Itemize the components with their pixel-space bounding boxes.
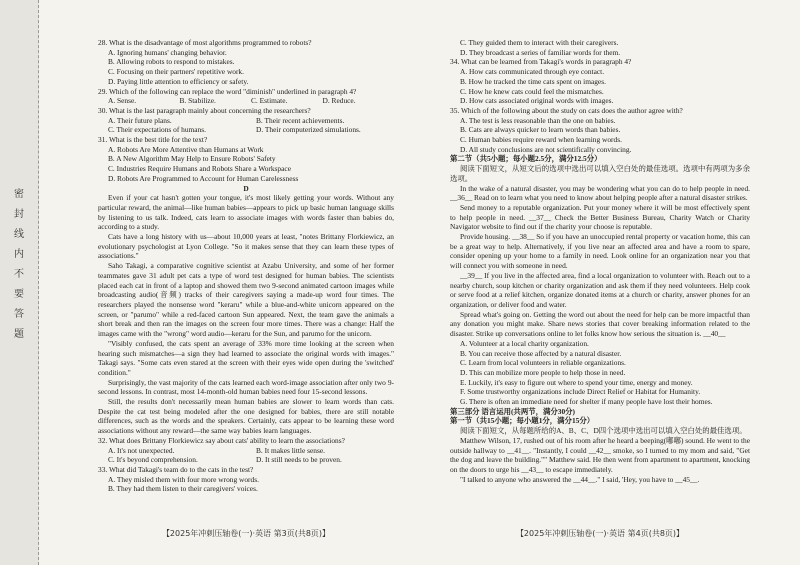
binding-margin bbox=[0, 0, 39, 565]
option-text: B. You can receive those affected by a natural disaster. bbox=[460, 348, 622, 358]
option-text: A. Volunteer at a local charity organization. bbox=[460, 338, 589, 348]
option-text: C. Focusing on their partners' repetitive work. bbox=[108, 67, 244, 77]
question-text: 31. What is the best title for the text? bbox=[98, 135, 208, 145]
section-heading: 第三部分 语言运用(共两节，满分30分) bbox=[450, 406, 576, 416]
paragraph: Send money to a reputable organization. Put your money where it will be most effectively spent to help people in need. __37__ Check the Better Business Bureau, Charity Watch or Charity Navigator website to find out if the charity your choose is reputable. bbox=[450, 202, 750, 232]
option-text: C. How he knew cats could feel the mismatches. bbox=[460, 86, 604, 96]
footer-left: 【2025年冲刺压轴卷(一)·英语 第3页(共8页)】 bbox=[161, 529, 331, 538]
option-text: C. They guided them to interact with their caregivers. bbox=[460, 38, 619, 47]
option-text: C. Human babies require reward when learning words. bbox=[460, 135, 622, 145]
paragraph: 阅读下面短文，从短文后的选项中选出可以填入空白处的最佳选项。选项中有两项为多余选项。 bbox=[450, 164, 750, 183]
question-text: 29. Which of the following can replace the word "diminish" underlined in paragraph 4? bbox=[98, 86, 357, 96]
question-text: 30. What is the last paragraph mainly about concerning the researchers? bbox=[98, 105, 311, 115]
option-text: B. Their recent achievements. bbox=[256, 115, 345, 125]
paragraph: 阅读下面短文，从每题所给的A、B、C、D四个选项中选出可以填入空白处的最佳选项。 bbox=[460, 426, 747, 436]
binding-text: 密封线内不要答题 bbox=[14, 189, 24, 340]
option-text: D. It still needs to be proven. bbox=[256, 455, 342, 465]
option-text: A. The test is less reasonable than the one on babies. bbox=[460, 115, 616, 125]
option-text: C. Learn from local volunteers in reliable organizations. bbox=[460, 358, 626, 368]
option-text: D. Their computerized simulations. bbox=[256, 125, 361, 135]
option-text: A. They misled them with four more wrong words. bbox=[108, 474, 259, 484]
question-text: 33. What did Takagi's team do to the cats in the test? bbox=[98, 464, 254, 474]
option-text: D. How cats associated original words with images. bbox=[460, 96, 614, 106]
paragraph: Matthew Wilson, 17, rushed out of his room after he heard a beeping(嘟嘟) sound. He went to the outside hallway to __41__. "Instantly, I could __42__ smoke, so I turned to my mom and said, "Get the dog and leave the building."" Matthew said. He then went from apartment to apartment, knocking on the doors to urge his __43__ to escape immediately. bbox=[450, 435, 750, 474]
question-text: 35. Which of the following about the study on cats does the author agree with? bbox=[450, 105, 683, 115]
paragraph: Even if your cat hasn't gotten your tongue, it's most likely getting your words. Without any particular reward, the animal—like human babies—appears to pick up basic human language skills by listening to us talk. Indeed, cats learn to associate images with words faster than babies do, according to a study. bbox=[98, 193, 394, 232]
option-text: D. Paying little attention to efficiency or safety. bbox=[108, 76, 249, 86]
question-text: 28. What is the disadvantage of most algorithms programmed to robots? bbox=[98, 38, 312, 47]
paragraph: Cats have a long history with us—about 10,000 years at least, "notes Brittany Florkiewicz, an evolutionary psychologist at Lyon College. "So it makes sense that they can learn these types of associations." bbox=[98, 232, 394, 261]
paragraph: Provide housing. __38__ So if you have an unoccupied rental property or vacation home, this can be a great way to help. Alternatively, if you live near an affected area and have a room to spare, consider opening up your home to a family in need. Look online for an organization near you that will connect you with someone in need. bbox=[450, 232, 750, 271]
option-row bbox=[98, 446, 394, 456]
section-heading: 第一节（共15小题；每小题1分，满分15分） bbox=[450, 416, 595, 426]
option-text: B. Allowing robots to respond to mistakes. bbox=[108, 57, 235, 67]
option-text: A. Ignoring humans' changing behavior. bbox=[108, 47, 227, 57]
option-text: A. Robots Are More Attentive than Humans at Work bbox=[108, 144, 264, 154]
option-text: D. This can mobilize more people to help those in need. bbox=[460, 367, 626, 377]
option-text: G. There is often an immediate need for shelter if many people have lost their homes. bbox=[460, 397, 713, 407]
question-text: 34. What can be learned from Takagi's words in paragraph 4? bbox=[450, 57, 632, 67]
option-text: C. Their expectations of humans. bbox=[108, 125, 206, 135]
option-text: B. They had them listen to their caregivers' voices. bbox=[108, 484, 258, 494]
option-text: D. Robots Are Programmed to Account for Human Carelessness bbox=[108, 173, 299, 183]
option-row bbox=[98, 455, 394, 465]
option-text: A. How cats communicated through eye contact. bbox=[460, 67, 605, 77]
option-row bbox=[98, 125, 394, 135]
option-text: D. They broadcast a series of familiar words for them. bbox=[460, 47, 621, 57]
option-text: E. Luckily, it's easy to figure out where to spend your time, energy and money. bbox=[460, 377, 693, 387]
paragraph: "I talked to anyone who answered the __44__." I said, 'Hey, you have to __45__. bbox=[460, 474, 700, 484]
footer-right: 【2025年冲刺压轴卷(一)·英语 第4页(共8页)】 bbox=[515, 529, 685, 538]
paragraph: "Visibly confused, the cats spent an average of 33% more time looking at the screen when hearing such mismatches—a sign they had learned to associate the original words with images." Takagi says. "Some cats even stared at the screen with their eyes wide open during the 'switched' condition." bbox=[98, 338, 394, 377]
option-text: F. Some trustworthy organizations include Direct Relief or Habitat for Humanity. bbox=[460, 387, 701, 397]
option-text: B. Cats are always quicker to learn words than babies. bbox=[460, 125, 621, 135]
option-text: B. It makes little sense. bbox=[256, 445, 325, 455]
option-text: A. Their future plans. bbox=[108, 115, 172, 125]
paragraph: Saho Takagi, a comparative cognitive scientist at Azabu University, and some of her former teammates gave 31 adult pet cats a type of word test designed for human babies. The scientists placed each cat in front of a laptop and showed them two 9-second animated cartoon images while broadcasting audio(音频) tracks of their caregivers saying a made-up word four times. The researchers played the nonsense word "keraru" while a blue-and-white unicorn appeared on the screen, or "parumo" while a red-faced cartoon Sun appeared. Next, the team gave the animals a short break and then ran the images on the screen four more times. There was a change: Half the images came with the "wrong" word audio—keraru for the Sun, and parumo for the unicorn. bbox=[98, 261, 394, 339]
question-text: 32. What does Brittany Florkiewicz say about cats' ability to learn the associations? bbox=[98, 435, 345, 445]
option-row bbox=[98, 96, 394, 106]
option-text: A. It's not unexpected. bbox=[108, 445, 175, 455]
option-text: D. Reduce. bbox=[322, 96, 356, 106]
option-text: C. Estimate. bbox=[251, 96, 288, 106]
option-text: D. All study conclusions are not scientifically convincing. bbox=[460, 144, 632, 154]
right-column bbox=[450, 38, 750, 484]
option-text: B. A New Algorithm May Help to Ensure Robots' Safety bbox=[108, 154, 276, 164]
option-text: C. It's beyond comprehension. bbox=[108, 455, 198, 465]
paragraph: Still, the results don't necessarily mean human babies are slower to learn words than cats. Despite the cat test being modeled after the one designed for babies, there are still notable differences, such as the words and the speakers. Certainly, cats appear to be learning these word associations without any reward—the same way babies learn languages. bbox=[98, 397, 394, 436]
section-heading: 第二节（共5小题；每小题2.5分，满分12.5分） bbox=[450, 154, 602, 164]
option-text: B. How he tracked the time cats spent on images. bbox=[460, 76, 606, 86]
paragraph: Spread what's going on. Getting the word out about the need for help can be more impactful than any donation you might make. Share news stories that cover breaking information related to the disaster. Strike up conversations online to let folks know how serious the situation is. __40__ bbox=[450, 309, 750, 339]
left-column bbox=[98, 38, 394, 494]
paragraph: Surprisingly, the vast majority of the cats learned each word-image association after only two 9-second lessons. In contrast, most 14-month-old human babies need four 15-second lessons. bbox=[98, 377, 394, 397]
option-text: B. Stabilize. bbox=[179, 96, 216, 106]
passage-heading: D bbox=[243, 183, 249, 193]
option-row bbox=[98, 116, 394, 126]
paragraph: __39__ If you live in the affected area, find a local organization to volunteer with. Reach out to a nearby church, soup kitchen or charity organization and ask them if they need volunteers. Help cook or serve food at a relief kitchen, organize donated items at a church or charity, answer phones for an organization, or deliver food and water. bbox=[450, 270, 750, 309]
option-text: A. Sense. bbox=[108, 96, 137, 106]
option-text: C. Industries Require Humans and Robots Share a Workspace bbox=[108, 164, 291, 174]
paragraph: In the wake of a natural disaster, you may be wondering what you can do to help people in need. __36__ Read on to learn what you need to know about helping people after a natural disaster strikes. bbox=[450, 183, 750, 203]
